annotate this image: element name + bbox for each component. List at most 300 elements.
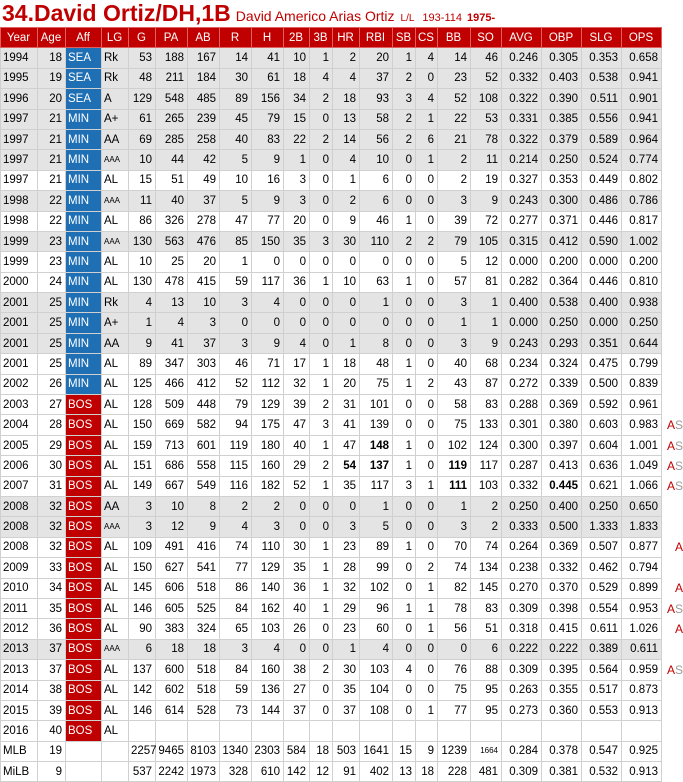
column-header-bb: BB	[438, 28, 471, 48]
cell-hr: 35	[333, 476, 360, 496]
cell-r: 30	[220, 68, 252, 88]
cell-so: 103	[471, 476, 502, 496]
cell-ab: 601	[188, 435, 220, 455]
cell-lg: AL	[102, 476, 129, 496]
cell-3b: 1	[310, 435, 333, 455]
cell-3b: 2	[310, 129, 333, 149]
cell-sb: 15	[393, 741, 416, 761]
cell-3b: 2	[310, 660, 333, 680]
cell-ops: 0.873	[622, 680, 662, 700]
cell-2b: 142	[284, 762, 310, 782]
cell-pa: 614	[156, 700, 188, 720]
team-badge: BOS	[66, 660, 102, 680]
cell-ab: 416	[188, 537, 220, 557]
cell-cs: 2	[416, 374, 438, 394]
cell-slg: 0.621	[582, 476, 622, 496]
season-row	[1, 252, 662, 272]
cell-2b: 27	[284, 680, 310, 700]
cell-lg: AL	[102, 415, 129, 435]
cell-ab: 37	[188, 333, 220, 353]
cell-slg: 0.547	[582, 741, 622, 761]
cell-bb: 78	[438, 598, 471, 618]
cell-ab: 258	[188, 129, 220, 149]
cell-r: 45	[220, 109, 252, 129]
cell-avg: 0.333	[502, 517, 542, 537]
player-number-name: 34.David Ortiz/DH,1B	[2, 0, 231, 26]
cell-g: 537	[129, 762, 156, 782]
cell-so: 2	[471, 496, 502, 516]
cell-avg: 0.234	[502, 354, 542, 374]
cell-so: 52	[471, 68, 502, 88]
cell-avg: 0.309	[502, 598, 542, 618]
cell-slg: 0.389	[582, 639, 622, 659]
cell-g: 10	[129, 252, 156, 272]
cell-slg: 0.553	[582, 700, 622, 720]
cell-obp: 0.403	[542, 68, 582, 88]
cell-obp: 0.385	[542, 109, 582, 129]
cell-h: 112	[252, 374, 284, 394]
cell-slg: 0.554	[582, 598, 622, 618]
team-badge: MIN	[66, 231, 102, 251]
cell-year: 2004	[1, 415, 38, 435]
cell-year: 2001	[1, 313, 38, 333]
cell-r	[220, 721, 252, 741]
cell-year: 2007	[1, 476, 38, 496]
cell-2b	[284, 721, 310, 741]
cell-ab: 10	[188, 293, 220, 313]
cell-h: 77	[252, 211, 284, 231]
cell-so: 145	[471, 578, 502, 598]
cell-obp: 0.293	[542, 333, 582, 353]
team-badge: BOS	[66, 721, 102, 741]
cell-bb: 39	[438, 211, 471, 231]
cell-sb: 1	[393, 456, 416, 476]
cell-2b: 4	[284, 333, 310, 353]
team-badge: MIN	[66, 354, 102, 374]
cell-rbi: 1	[360, 496, 393, 516]
cell-lg: AL	[102, 395, 129, 415]
cell-ops: 0.938	[622, 293, 662, 313]
all-star-badge: AS	[666, 458, 683, 473]
cell-pa: 13	[156, 293, 188, 313]
cell-so: 9	[471, 191, 502, 211]
team-badge: SEA	[66, 48, 102, 68]
cell-rbi: 117	[360, 476, 393, 496]
cell-3b: 4	[310, 68, 333, 88]
cell-so: 2	[471, 517, 502, 537]
season-row	[1, 68, 662, 88]
cell-age: 26	[38, 374, 66, 394]
cell-lg: AL	[102, 435, 129, 455]
cell-avg: 0.322	[502, 129, 542, 149]
cell-bb: 76	[438, 660, 471, 680]
cell-cs: 0	[416, 639, 438, 659]
cell-cs: 0	[416, 435, 438, 455]
cell-ab: 549	[188, 476, 220, 496]
cell-h: 71	[252, 354, 284, 374]
cell-hr: 18	[333, 354, 360, 374]
team-badge: MIN	[66, 170, 102, 190]
cell-g: 150	[129, 558, 156, 578]
cell-age: 35	[38, 598, 66, 618]
cell-ops: 0.941	[622, 68, 662, 88]
cell-hr	[333, 721, 360, 741]
all-star-badge: AS	[666, 438, 683, 453]
cell-sb: 0	[393, 150, 416, 170]
cell-cs: 1	[416, 598, 438, 618]
cell-g: 146	[129, 598, 156, 618]
cell-2b: 38	[284, 660, 310, 680]
cell-g: 61	[129, 109, 156, 129]
cell-sb: 1	[393, 354, 416, 374]
stats-body	[1, 48, 683, 782]
cell-rbi: 0	[360, 313, 393, 333]
season-row	[1, 89, 662, 109]
cell-sb: 2	[393, 109, 416, 129]
cell-avg	[502, 721, 542, 741]
cell-cs: 0	[416, 272, 438, 292]
cell-cs: 0	[416, 191, 438, 211]
cell-lg: AL	[102, 619, 129, 639]
cell-bb: 14	[438, 48, 471, 68]
cell-ops: 0.611	[622, 639, 662, 659]
column-header-avg: AVG	[502, 28, 542, 48]
cell-slg: 0.564	[582, 660, 622, 680]
cell-bb: 1	[438, 313, 471, 333]
cell-3b: 1	[310, 374, 333, 394]
cell-sb: 2	[393, 68, 416, 88]
cell-ab: 184	[188, 68, 220, 88]
cell-year: 2003	[1, 395, 38, 415]
cell-rbi: 102	[360, 578, 393, 598]
all-star-badge: AS	[666, 479, 683, 494]
cell-sb: 0	[393, 191, 416, 211]
cell-avg: 0.238	[502, 558, 542, 578]
cell-h: 79	[252, 109, 284, 129]
cell-h: 156	[252, 89, 284, 109]
cell-h: 129	[252, 395, 284, 415]
cell-slg: 0.446	[582, 272, 622, 292]
cell-bb: 1239	[438, 741, 471, 761]
cell-ops: 0.901	[622, 89, 662, 109]
cell-ops: 0.961	[622, 395, 662, 415]
cell-so: 53	[471, 109, 502, 129]
cell-cs	[416, 721, 438, 741]
cell-2b: 40	[284, 598, 310, 618]
cell-r: 89	[220, 89, 252, 109]
cell-h: 160	[252, 660, 284, 680]
cell-2b: 0	[284, 496, 310, 516]
cell-rbi: 148	[360, 435, 393, 455]
cell-r: 0	[220, 313, 252, 333]
team-badge: BOS	[66, 598, 102, 618]
cell-rbi: 56	[360, 129, 393, 149]
cell-ops: 0.941	[622, 109, 662, 129]
cell-sb: 3	[393, 89, 416, 109]
cell-h: 83	[252, 129, 284, 149]
cell-rbi: 6	[360, 170, 393, 190]
cell-r: 3	[220, 293, 252, 313]
cell-hr: 3	[333, 517, 360, 537]
cell-slg: 0.517	[582, 680, 622, 700]
cell-slg: 0.000	[582, 252, 622, 272]
cell-3b: 0	[310, 170, 333, 190]
cell-3b: 1	[310, 598, 333, 618]
cell-age: 24	[38, 272, 66, 292]
cell-cs: 0	[416, 537, 438, 557]
cell-so: 78	[471, 129, 502, 149]
cell-ab: 525	[188, 598, 220, 618]
team-badge: MIN	[66, 191, 102, 211]
cell-bb: 22	[438, 109, 471, 129]
cell-age: 19	[38, 68, 66, 88]
cell-age: 32	[38, 517, 66, 537]
cell-ops: 1.833	[622, 517, 662, 537]
cell-bb: 79	[438, 231, 471, 251]
cell-sb: 0	[393, 313, 416, 333]
cell-2b: 39	[284, 395, 310, 415]
cell-r: 40	[220, 129, 252, 149]
cell-hr: 0	[333, 496, 360, 516]
cell-hr: 47	[333, 435, 360, 455]
cell-ops: 0.913	[622, 700, 662, 720]
cell-2b: 26	[284, 619, 310, 639]
cell-so: 83	[471, 395, 502, 415]
cell-sb: 0	[393, 333, 416, 353]
cell-obp: 0.222	[542, 639, 582, 659]
cell-rbi: 4	[360, 639, 393, 659]
cell-h: 117	[252, 272, 284, 292]
cell-year: 2013	[1, 639, 38, 659]
cell-age: 33	[38, 558, 66, 578]
cell-year: 1996	[1, 89, 38, 109]
cell-age: 32	[38, 537, 66, 557]
cell-lg: A+	[102, 313, 129, 333]
cell-pa: 285	[156, 129, 188, 149]
cell-r: 84	[220, 598, 252, 618]
cell-age: 31	[38, 476, 66, 496]
cell-cs: 9	[416, 741, 438, 761]
season-row	[1, 721, 662, 741]
cell-ops: 1.066 AS	[622, 476, 662, 496]
cell-obp: 0.360	[542, 700, 582, 720]
cell-r: 4	[220, 517, 252, 537]
column-header-age: Age	[38, 28, 66, 48]
column-header-ops: OPS	[622, 28, 662, 48]
cell-slg: 0.604	[582, 435, 622, 455]
cell-g: 90	[129, 619, 156, 639]
team-badge: BOS	[66, 680, 102, 700]
cell-rbi: 48	[360, 354, 393, 374]
team-badge: MIN	[66, 211, 102, 231]
cell-r: 1	[220, 252, 252, 272]
cell-3b: 0	[310, 639, 333, 659]
cell-2b: 52	[284, 476, 310, 496]
cell-sb: 1	[393, 374, 416, 394]
cell-bb: 3	[438, 517, 471, 537]
cell-lg: AL	[102, 456, 129, 476]
cell-ops: 0.774	[622, 150, 662, 170]
cell-obp	[542, 721, 582, 741]
cell-3b: 0	[310, 333, 333, 353]
cell-ab: 518	[188, 680, 220, 700]
cell-cs: 1	[416, 578, 438, 598]
cell-hr: 91	[333, 762, 360, 782]
cell-ab: 49	[188, 170, 220, 190]
column-header-2b: 2B	[284, 28, 310, 48]
cell-pa: 713	[156, 435, 188, 455]
cell-r: 1340	[220, 741, 252, 761]
cell-hr: 0	[333, 252, 360, 272]
cell-hr: 23	[333, 537, 360, 557]
all-star-badge: A	[674, 540, 683, 555]
cell-pa: 51	[156, 170, 188, 190]
cell-so: 81	[471, 272, 502, 292]
cell-pa: 466	[156, 374, 188, 394]
cell-slg: 1.333	[582, 517, 622, 537]
cell-avg: 0.250	[502, 496, 542, 516]
cell-age: 27	[38, 395, 66, 415]
cell-slg	[582, 721, 622, 741]
cell-cs: 2	[416, 558, 438, 578]
cell-year: 2015	[1, 700, 38, 720]
cell-ops: 0.953 AS	[622, 598, 662, 618]
season-row	[1, 435, 662, 455]
cell-sb: 0	[393, 680, 416, 700]
cell-cs: 4	[416, 48, 438, 68]
cell-slg: 0.449	[582, 170, 622, 190]
column-header-hr: HR	[333, 28, 360, 48]
cell-avg: 0.322	[502, 89, 542, 109]
cell-g: 150	[129, 415, 156, 435]
cell-2b: 36	[284, 272, 310, 292]
column-header-cs: CS	[416, 28, 438, 48]
cell-obp: 0.369	[542, 395, 582, 415]
cell-bb: 77	[438, 700, 471, 720]
cell-bb: 56	[438, 619, 471, 639]
cell-obp: 0.398	[542, 598, 582, 618]
cell-slg: 0.486	[582, 191, 622, 211]
cell-ops: 0.839	[622, 374, 662, 394]
cell-sb: 0	[393, 415, 416, 435]
cell-avg: 0.243	[502, 333, 542, 353]
cell-obp: 0.200	[542, 252, 582, 272]
cell-slg: 0.475	[582, 354, 622, 374]
cell-rbi: 110	[360, 231, 393, 251]
cell-year: 2008	[1, 496, 38, 516]
cell-cs: 0	[416, 415, 438, 435]
season-row	[1, 496, 662, 516]
cell-sb: 0	[393, 558, 416, 578]
cell-hr: 4	[333, 150, 360, 170]
cell-sb: 3	[393, 476, 416, 496]
cell-age: 28	[38, 415, 66, 435]
cell-slg: 0.351	[582, 333, 622, 353]
cell-ab: 303	[188, 354, 220, 374]
cell-bb: 57	[438, 272, 471, 292]
cell-age: 9	[38, 762, 66, 782]
cell-cs: 4	[416, 89, 438, 109]
cell-avg: 0.331	[502, 109, 542, 129]
cell-ops: 0.200	[622, 252, 662, 272]
cell-ab: 18	[188, 639, 220, 659]
cell-h: 182	[252, 476, 284, 496]
cell-year: 1997	[1, 129, 38, 149]
cell-sb: 1	[393, 435, 416, 455]
all-star-badge: AS	[666, 601, 683, 616]
cell-so: 105	[471, 231, 502, 251]
cell-hr: 30	[333, 231, 360, 251]
cell-pa: 491	[156, 537, 188, 557]
cell-age: 21	[38, 129, 66, 149]
cell-2b: 584	[284, 741, 310, 761]
cell-avg: 0.332	[502, 476, 542, 496]
cell-sb	[393, 721, 416, 741]
cell-bb: 75	[438, 415, 471, 435]
cell-ab	[188, 721, 220, 741]
cell-sb: 0	[393, 578, 416, 598]
cell-year: 2013	[1, 660, 38, 680]
cell-bb: 75	[438, 680, 471, 700]
cell-hr: 0	[333, 313, 360, 333]
team-badge: BOS	[66, 639, 102, 659]
cell-2b: 47	[284, 415, 310, 435]
team-badge: SEA	[66, 68, 102, 88]
cell-r: 85	[220, 231, 252, 251]
cell-2b: 15	[284, 109, 310, 129]
cell-h: 136	[252, 680, 284, 700]
cell-rbi: 1	[360, 293, 393, 313]
cell-ops: 0.802	[622, 170, 662, 190]
cell-pa: 605	[156, 598, 188, 618]
cell-r: 47	[220, 211, 252, 231]
cell-ops: 0.794	[622, 558, 662, 578]
cell-h: 129	[252, 558, 284, 578]
cell-rbi: 60	[360, 619, 393, 639]
cell-ab: 8103	[188, 741, 220, 761]
cell-rbi	[360, 721, 393, 741]
cell-ops: 0.983 AS	[622, 415, 662, 435]
season-row	[1, 680, 662, 700]
cell-h: 110	[252, 537, 284, 557]
cell-rbi: 139	[360, 415, 393, 435]
cell-g: 151	[129, 456, 156, 476]
cell-bb: 228	[438, 762, 471, 782]
cell-g: 137	[129, 660, 156, 680]
cell-2b: 40	[284, 435, 310, 455]
cell-ab: 541	[188, 558, 220, 578]
cell-h: 3	[252, 517, 284, 537]
cell-rbi: 104	[360, 680, 393, 700]
season-row	[1, 700, 662, 720]
cell-h: 9	[252, 150, 284, 170]
cell-pa: 478	[156, 272, 188, 292]
cell-obp: 0.415	[542, 619, 582, 639]
cell-avg: 0.287	[502, 456, 542, 476]
cell-obp: 0.370	[542, 578, 582, 598]
cell-lg: AL	[102, 537, 129, 557]
cell-g: 4	[129, 293, 156, 313]
cell-hr: 20	[333, 374, 360, 394]
cell-cs: 18	[416, 762, 438, 782]
cell-hr: 1	[333, 170, 360, 190]
cell-lg: AL	[102, 721, 129, 741]
cell-2b: 0	[284, 293, 310, 313]
cell-cs: 0	[416, 354, 438, 374]
cell-slg: 0.592	[582, 395, 622, 415]
cell-age: 23	[38, 231, 66, 251]
cell-sb: 0	[393, 395, 416, 415]
